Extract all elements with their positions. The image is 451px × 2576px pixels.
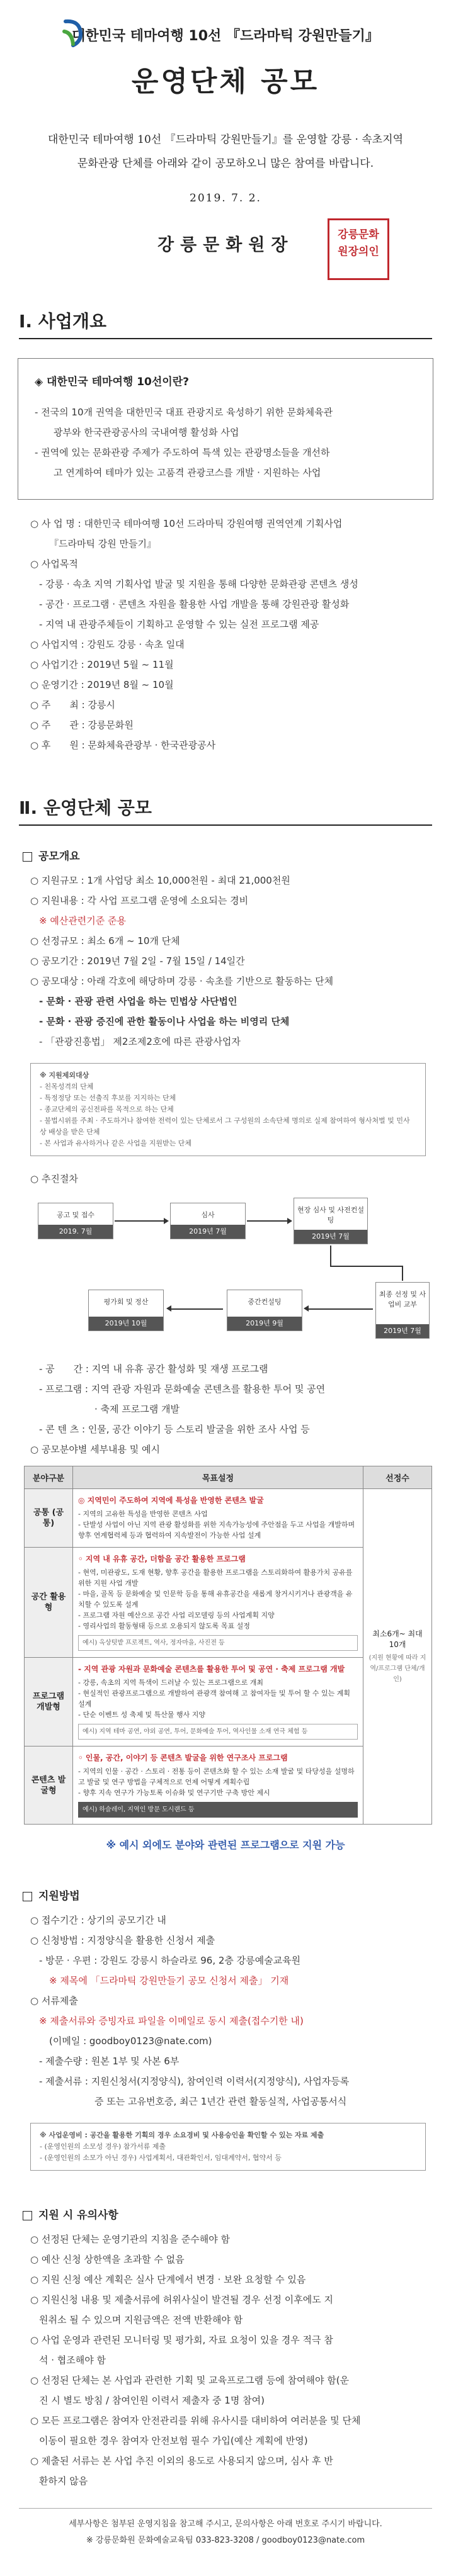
subtitle: 대한민국 테마여행 10선 『드라마틱 강원만들기』 [72,28,379,44]
table-header-row [25,1466,432,1489]
arrow-right-icon [247,1220,291,1222]
note-line: - (운영인원의 소모가 아닌 경우) 사업계획서, 대관확인서, 임대계약서, 협약서 등 [40,2154,282,2162]
goal-title: ◦ 인물, 공간, 이야기 등 콘텐츠 발굴을 위한 연구조사 프로그램 [78,1753,288,1762]
box-lines [35,402,420,483]
flow-step-date: 2019년 10월 [89,1317,163,1330]
example-box: 예시) 옥상텃밭 프로젝트, 역사, 정자마을, 사진전 등 [78,1635,358,1651]
flow-step-label: 심사 [201,1211,215,1219]
goal-item: - 영리사업의 활동형태 등으로 오용되지 않도록 목표 설정 [78,1622,250,1630]
text-line: (이메일 : goodboy0123@nate.com) [49,2035,212,2047]
arrow-left-icon [304,1305,309,1312]
text-line: 진 시 별도 방침 / 참여인원 이력서 제출자 중 1명 참여) [39,2395,265,2406]
note-line: - 친목성격의 단체 [40,1083,94,1091]
note-line: - 특정정당 또는 선출직 후보를 지지하는 단체 [40,1094,176,1102]
heading-text: 지원방법 [38,1890,80,1903]
note-line: - 본 사업과 유사하거나 같은 사업을 지원받는 단체 [40,1139,191,1147]
text-line: ○ 지원내용 : 각 사업 프로그램 운영에 소요되는 경비 [30,895,249,906]
text-line: 『드라마틱 강원 만들기』 [49,538,156,549]
note-line: ※ 사업운영비 : 공간을 활용한 기획의 경우 소요경비 및 사용승인을 확인할 수 있는 자료 제출 [40,2131,324,2139]
goal-item: - 단발성 사업이 아닌 지역 관광 활성화를 위한 지속가능성에 주안점을 두고 사업을 개발하며 향후 연계협력체 등과 협력하여 지속발전이 가능한 사업 설계 [78,1521,355,1539]
text-line: ○ 지원규모 : 1개 사업당 최소 10,000천원 - 최대 21,000천원 [30,875,290,886]
goal-item: - 마을, 골목 등 문화예술 및 인문학 등을 통해 유휴공간을 새롭게 창거시키거나 관광객을 유치할 수 있도록 설계 [78,1590,353,1609]
text-line: ○ 사업기간 : 2019년 5월 ~ 11월 [30,659,174,670]
subsection-heading [23,2206,428,2222]
seal-text: 원장의인 [338,245,379,258]
section-recruitment [0,794,451,2491]
arrow-right-icon [115,1220,168,1222]
section-overview [0,308,451,755]
text-line: - 문화 · 관광 관련 사업을 하는 민법상 사단법인 [39,996,237,1007]
box-line: - 전국의 10개 권역을 대한민국 대표 관광지로 육성하기 위한 문화체육관 [35,407,333,418]
text-line: ○ 사 업 명 : 대한민국 테마여행 10선 드라마틱 강원여행 권역연계 기획사업 [30,518,343,529]
text-line: 석 · 협조해야 함 [39,2354,106,2366]
text-line: ○ 사업 운영과 관련된 모니터링 및 평가회, 자료 요청이 있을 경우 적극 참 [30,2334,333,2346]
goal-title: - 지역 관광 자원과 문화예술 콘텐츠를 활용한 투어 및 공연 · 축제 프로그램 개발 [78,1665,345,1673]
table-body [25,1489,432,1825]
text-line: ○ 선정규모 : 최소 6개 ~ 10개 단체 [30,935,180,947]
official-seal [328,218,389,280]
apply-note-box [30,2123,426,2171]
heading-text: 추진절차 [41,1173,78,1184]
note-line: - (운영인원의 소모성 경우) 참가서류 제출 [40,2142,166,2151]
flow-step-date: 2019년 9월 [227,1317,302,1330]
subsection-heading [23,1887,428,1903]
text-line: ○ 공모기간 : 2019년 7월 2일 - 7월 15일 / 14일간 [30,955,245,967]
selection-count: 최소6개~ 최대10개 [372,1629,423,1649]
square-bullet-icon [23,852,32,862]
text-line: ○ 접수기간 : 상기의 공모기간 내 [30,1915,166,1926]
flow-step-label: 평가회 및 정산 [103,1298,149,1306]
connector-line [307,1308,373,1310]
flow-step-label: 최종 선정 및 사업비 교부 [379,1290,426,1308]
goal-cell [73,1548,363,1658]
text-line: · 축제 프로그램 개발 [94,1403,180,1415]
column-header: 선정수 [363,1466,432,1489]
goal-cell [73,1658,363,1746]
text-line: ○ 선정된 단체는 본 사업과 관련한 기획 및 교육프로그램 등에 참여해야 함(운 [30,2375,350,2386]
goal-title: ◎ 지역민이 주도하여 지역에 특성을 반영한 콘텐츠 발굴 [78,1496,264,1505]
flow-step-date: 2019년 7월 [171,1225,245,1239]
flow-step [375,1282,430,1339]
overview-lines [0,870,451,1052]
flow-step-label: 중간컨설팅 [248,1298,282,1306]
text-line: 환하지 않음 [39,2475,88,2487]
text-line: 증 또는 고유번호증, 최근 1년간 관련 활동실적, 사업공통서식 [94,2096,347,2107]
text-line: 원취소 될 수 있으며 지원금액은 전액 반환해야 함 [39,2314,243,2326]
text-line: - 강릉 · 속초 지역 기획사업 발굴 및 지원을 통해 다양한 문화관광 콘텐츠 생성 [39,578,358,590]
flow-step-label: 현장 심사 및 사전컨설팅 [297,1206,365,1224]
text-line: ※ 제목에 「드라마틱 강원만들기 공모 신청서 제출」 기재 [49,1975,289,1986]
text-line: 이동이 필요한 경우 참여자 안전보험 필수 가입(예산 계획에 반영) [39,2435,308,2446]
footer [19,2508,432,2549]
text-line: ○ 공모대상 : 아래 각호에 해당하며 강릉 · 속초를 기반으로 활동하는 단체 [30,976,334,987]
organization-block [0,222,451,266]
text-line: ○ 지원신청 내용 및 제출서류에 허위사실이 발견될 경우 선정 이후에도 지 [30,2294,333,2305]
note-line: - 종교단체의 공신전파를 목적으로 하는 단체 [40,1105,174,1113]
process-flow-diagram [0,1189,451,1378]
intro-text [0,128,451,176]
selection-note: (지원 현황에 따라 지역/프로그램 단체/개인) [368,1654,426,1683]
header [0,0,451,99]
category-cell: 공간 활용형 [25,1548,73,1658]
subsection-heading [23,847,428,863]
square-bullet-icon [23,2211,32,2220]
flow-heading: ○ 추진절차 [30,1173,78,1184]
note-line: - 불법시위를 주최 · 주도하거나 참여한 전력이 있는 단체로서 그 구성원의 소속단체 명의로 실제 참여하여 형사처벌 및 민사상 배상을 받은 단체 [40,1116,410,1136]
box-line: 고 연계하여 테마가 있는 고품격 관광코스를 개발 · 지원하는 사업 [54,467,321,478]
box-line: - 권역에 있는 문화관광 주제가 주도하여 특색 있는 관광명소들을 개선하 [35,447,330,458]
text-line: ○ 사업지역 : 강원도 강릉 · 속초 일대 [30,639,185,650]
note-line: ※ 지원제외대상 [40,1071,89,1079]
goal-item: - 지역의 인물 · 공간 · 스토리 · 전통 등이 콘텐츠화 할 수 있는 소재 발굴 및 타당성을 설명하고 발굴 및 연구 방법을 구체적으로 언제 어떻게 계획수립 [78,1767,355,1786]
text-line: ○ 운영기간 : 2019년 8월 ~ 10월 [30,679,174,690]
intro-line: 대한민국 테마여행 10선 『드라마틱 강원만들기』를 운영할 강릉 · 속초지역 [47,133,404,146]
page-title: 운영단체 공모 [131,65,320,98]
goal-item: - 프로그램 자원 예산으로 공간 사업 리모델링 등의 사업계획 지양 [78,1611,275,1619]
selection-count-cell [363,1489,432,1825]
example-box: 예시) 지역 테마 공연, 야외 공연, 투어, 문화예술 투어, 역사인물 소재 연극 체험 등 [78,1724,358,1740]
category-cell: 공통 (공통) [25,1489,73,1548]
goal-item: - 단순 이벤트 성 축제 및 특산물 행사 지양 [78,1711,205,1719]
gangneung-logo-icon [60,19,88,50]
section-title: Ⅰ. 사업개요 [19,308,432,339]
text-line: - 제출서류 : 지원신청서(지정양식), 참여인력 이력서(지정양식), 사업자등록 [39,2076,350,2087]
box-line: 광부와 한국관광공사의 국내여행 활성화 사업 [54,427,239,438]
text-line: - 공 간 : 지역 내 유휴 공간 활성화 및 재생 프로그램 [39,1363,268,1375]
overview-lines [0,514,451,755]
connector-line [170,1308,223,1310]
arrow-left-icon [166,1305,171,1312]
program-table [24,1466,432,1825]
text-line: ○ 서류제출 [30,1995,78,2006]
text-line: - 문화 · 관광 증진에 관한 활동이나 사업을 하는 비영리 단체 [39,1016,290,1027]
table-row [25,1489,432,1548]
category-cell: 콘텐츠 발굴형 [25,1746,73,1825]
flow-step [88,1290,164,1331]
flow-step-date: 2019. 7월 [38,1225,113,1239]
goal-item: - 지역의 고유한 특성을 반영한 콘텐츠 사업 [78,1510,208,1518]
text-line: ※ 예산관련기준 준용 [39,915,127,926]
footer-contact: ※ 강릉문화원 문화예술교육팀 033-823-3208 / goodboy0123@nate.com [86,2536,365,2545]
text-line: - 제출수량 : 원본 1부 및 사본 6부 [39,2056,180,2067]
flow-step [227,1290,302,1331]
text-line: - 프로그램 : 지역 관광 자원과 문화예술 콘텐츠를 활용한 투어 및 공연 [39,1383,326,1395]
goal-item: - 향후 지속 연구가 가능토록 이슈화 및 연구기반 구축 방안 제시 [78,1789,270,1797]
flow-step-label: 공고 및 접수 [56,1211,95,1219]
box-heading: ◈ 대한민국 테마여행 10선이란? [35,376,189,388]
text-line: ○ 예산 신청 상한액을 초과할 수 없음 [30,2254,185,2265]
flow-step-date: 2019년 7월 [376,1324,429,1338]
text-line: ○ 후 원 : 문화체육관광부 · 한국관광공사 [30,740,216,751]
example-box: 예시) 하슬레이, 지역인 방문 도시랜드 등 [78,1802,358,1818]
goal-title: ◦ 지역 내 유휴 공간, 더함을 공간 활용한 프로그램 [78,1555,246,1563]
text-line: - 공간 · 프로그램 · 콘텐츠 자원을 활용한 사업 개발을 통해 강원관광 활성화 [39,599,350,610]
heading-text: 지원 시 유의사항 [38,2209,118,2222]
goal-item: - 현역, 미관광도, 도재 현황, 향후 공간을 활용한 프로그램을 스토리화하여 활용가치 공유를 위한 지원 사업 개발 [78,1568,353,1587]
connector-line [330,1246,331,1267]
text-line: ○ 사업목적 [30,558,78,570]
text-line: ○ 공모분야별 세부내용 및 예시 [30,1444,161,1455]
text-line: ○ 모든 프로그램은 참여자 안전관리를 위해 유사시를 대비하여 여러분을 및 단체 [30,2415,361,2426]
theme-travel-box [18,358,433,500]
text-line: ○ 주 최 : 강릉시 [30,699,115,711]
goal-cell [73,1489,363,1548]
flow-step-date: 2019년 7월 [294,1230,367,1244]
apply-lines [0,1910,451,2112]
table-note: ※ 예시 외에도 분야와 관련된 프로그램으로 지원 가능 [106,1839,345,1851]
goal-item: - 현실적인 관광프로그램으로 개발하여 관광객 참여해 고 참여자들 및 투어 할 수 있는 계획 설계 [78,1689,350,1708]
flow-step [294,1198,368,1244]
text-line: ○ 지원 신청 예산 계획은 실사 단계에서 변경 · 보완 요청할 수 있음 [30,2274,306,2285]
text-line: - 지역 내 관광주체들이 기획하고 운영할 수 있는 실전 프로그램 제공 [39,619,319,630]
notice-date: 2019. 7. 2. [190,192,261,205]
seal-text: 강릉문화 [338,228,379,241]
exclusion-note-box [30,1063,426,1156]
organization-name: 강릉문화원장 [157,235,294,255]
intro-line: 문화관광 단체를 아래와 같이 공모하오니 많은 참여를 바랍니다. [77,157,374,170]
flow-step [170,1203,246,1239]
heading-text: 공모개요 [38,850,80,863]
text-line: ○ 주 관 : 강릉문화원 [30,719,134,731]
text-line: - 방문 · 우편 : 강원도 강릉시 하슬라로 96, 2층 강릉예술교육원 [39,1955,301,1966]
connector-line [330,1266,403,1267]
category-cell: 프로그램 개발형 [25,1658,73,1746]
column-header: 목표설정 [73,1466,363,1489]
text-line: ○ 선정된 단체는 운영기관의 지침을 준수해야 함 [30,2234,231,2245]
square-bullet-icon [23,1892,32,1901]
flow-step [38,1203,113,1239]
connector-line [402,1266,403,1281]
goal-cell [73,1746,363,1825]
caution-lines [0,2229,451,2491]
footer-text: 세부사항은 첨부된 운영지침을 참고해 주시고, 문의사항은 아래 번호로 주시기 바랍니다. [69,2519,382,2529]
section-title: Ⅱ. 운영단체 공모 [19,794,432,826]
goal-item: - 강릉, 속초의 지역 특색이 드러날 수 있는 프로그램으로 개최 [78,1679,263,1687]
text-line: - 「관광진흥법」 제2조제2호에 따른 관광사업자 [39,1036,241,1047]
text-line: ○ 신청방법 : 지정양식을 활용한 신청서 제출 [30,1935,215,1946]
text-line: ※ 제출서류와 증빙자료 파일을 이메일로 동시 제출(접수기한 내) [39,2015,304,2027]
column-header: 분야구분 [25,1466,73,1489]
text-line: ○ 제출된 서류는 본 사업 추진 이외의 용도로 사용되지 않으며, 심사 후 반 [30,2455,333,2466]
text-line: - 콘 텐 츠 : 인물, 공간 이야기 등 스토리 발굴을 위한 조사 사업 등 [39,1424,310,1435]
